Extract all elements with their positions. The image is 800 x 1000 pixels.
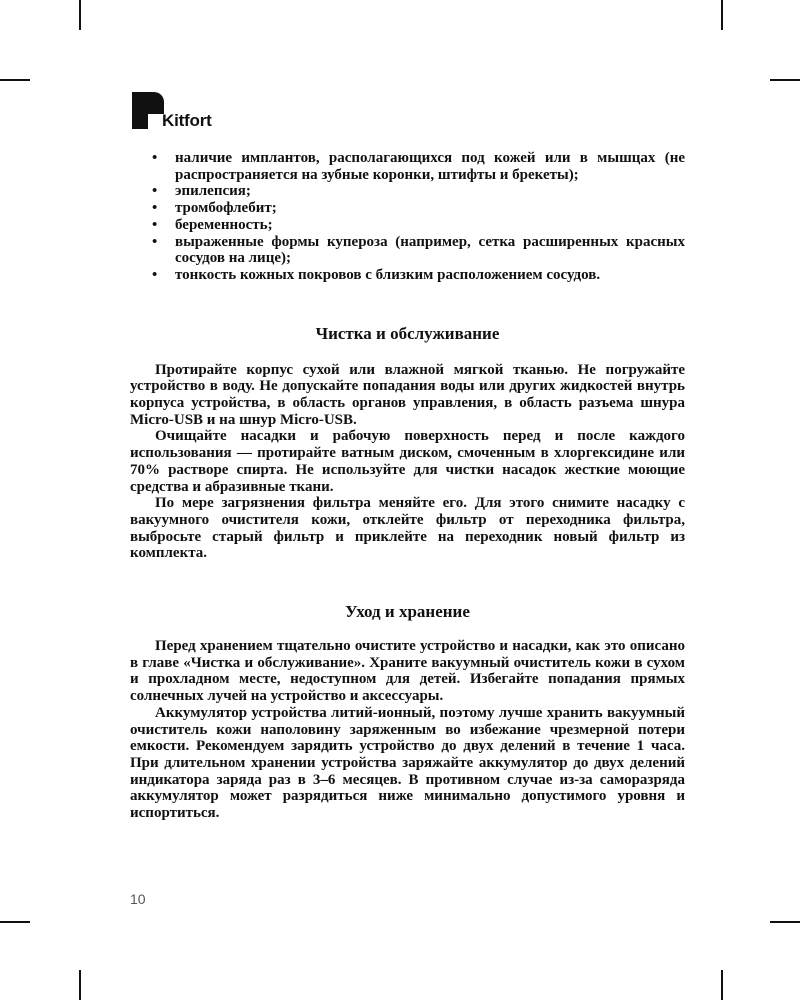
crop-mark-bottom-left xyxy=(79,970,81,1000)
list-item xyxy=(130,150,685,183)
bullet-icon: • xyxy=(152,233,158,250)
list-item-text: эпилепсия; xyxy=(175,183,251,200)
contraindications-list xyxy=(130,150,685,284)
crop-mark-right-top xyxy=(770,79,800,81)
page-number: 10 xyxy=(130,891,146,907)
list-item-text: тромбофлебит; xyxy=(175,200,277,217)
paragraph: Аккумулятор устройства литий-ионный, поэтому лучше хранить вакуумный очиститель кожи наполовину заряженным во избежание чрезмерной потери емкости. Рекомендуем зарядить устройство до двух делений в течение 1 часа. При длительном хранении устройства заряжайте аккумулятор до двух делений индикатора заряда раз в 3–6 месяцев. В противном случае из-за саморазряда аккумулятор может разрядиться ниже минимально допустимого уровня и испортиться. xyxy=(130,704,685,822)
list-item-text: наличие имплантов, располагающихся под кожей или в мышцах (не распространяется на зубные коронки, штифты и брекеты); xyxy=(175,150,685,183)
bullet-icon: • xyxy=(152,150,158,166)
crop-mark-top-right xyxy=(721,0,723,30)
crop-mark-left-top xyxy=(0,79,30,81)
section-title-storage: Уход и хранение xyxy=(345,602,470,622)
paragraph: По мере загрязнения фильтра меняйте его. Для этого снимите насадку с вакуумного очистителя кожи, отклейте фильтр от переходника фильтра, выбросьте старый фильтр и приклейте на переходник новый фильтр из комплекта. xyxy=(130,495,685,562)
bullet-icon: • xyxy=(152,266,158,283)
bullet-icon: • xyxy=(152,216,158,233)
list-item-text: беременность; xyxy=(175,216,273,233)
page-content xyxy=(130,150,685,822)
crop-mark-left-bottom xyxy=(0,921,30,923)
list-item xyxy=(130,267,685,284)
crop-mark-bottom-right xyxy=(721,970,723,1000)
list-item xyxy=(130,217,685,234)
brand-name: Kitfort xyxy=(162,111,212,130)
paragraph: Очищайте насадки и рабочую поверхность перед и после каждого использования — протирайте ватным диском, смоченным в хлоргексидине или 70% растворе спирта. Не используйте для чистки насадок жесткие моющие средства и абразивные ткани. xyxy=(130,428,685,495)
paragraph: Протирайте корпус сухой или влажной мягкой тканью. Не погружайте устройство в воду. Не допускайте попадания воды или других жидкостей внутрь корпуса устройства, в область органов управления, в область разъема шнура Micro-USB и на шнур Micro-USB. xyxy=(130,361,685,428)
paragraph: Перед хранением тщательно очистите устройство и насадки, как это описано в главе «Чистка и обслуживание». Храните вакуумный очиститель кожи в сухом и прохладном месте, недоступном для детей. Избегайте попадания прямых солнечных лучей на устройство и аксессуары. xyxy=(130,638,685,705)
brand-logo xyxy=(132,92,272,132)
bullet-icon: • xyxy=(152,200,158,217)
section-title-cleaning: Чистка и обслуживание xyxy=(315,323,500,343)
crop-mark-top-left xyxy=(79,0,81,30)
list-item-text: выраженные формы купероза (например, сетка расширенных красных сосудов на лице); xyxy=(175,233,685,267)
list-item xyxy=(130,200,685,217)
list-item xyxy=(130,234,685,267)
crop-mark-right-bottom xyxy=(770,921,800,923)
list-item xyxy=(130,183,685,200)
list-item-text: тонкость кожных покровов с близким расположением сосудов. xyxy=(175,266,601,283)
kitfort-logo-mark-icon xyxy=(132,92,164,129)
bullet-icon: • xyxy=(152,183,158,200)
